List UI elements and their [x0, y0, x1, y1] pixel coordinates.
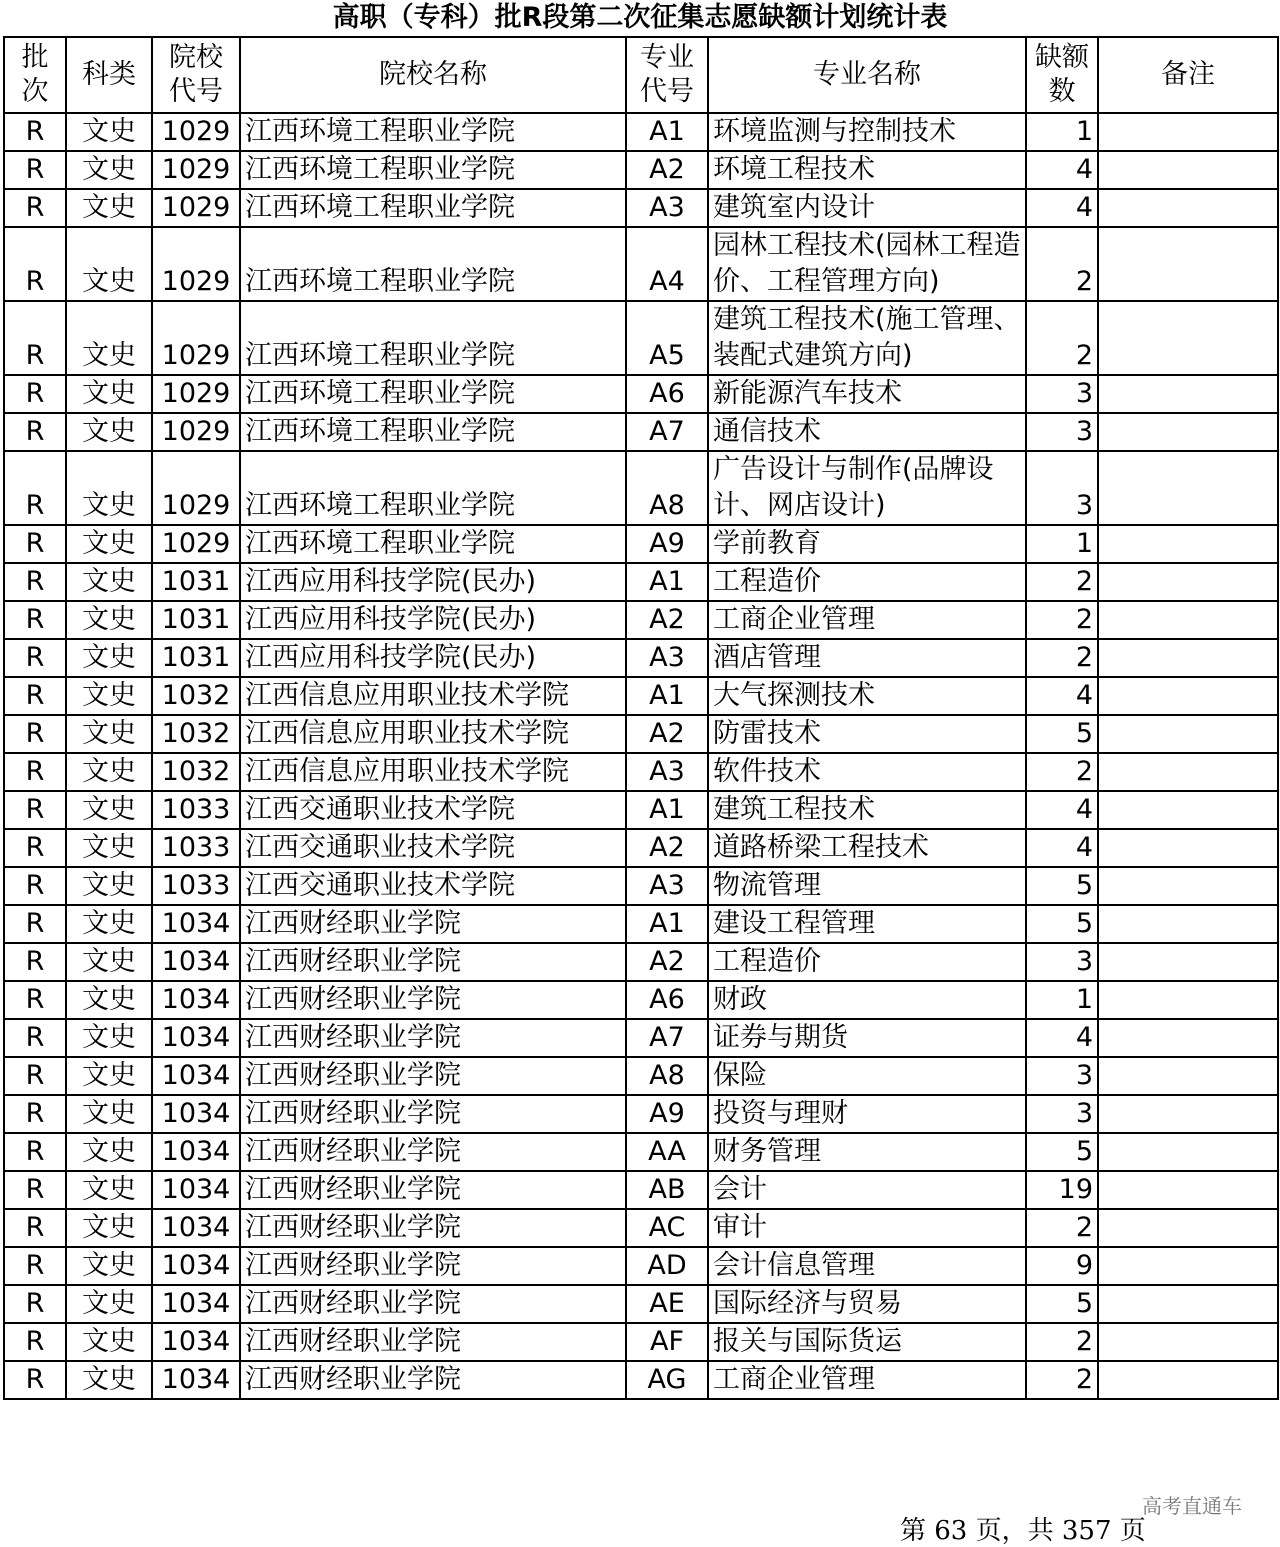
cell-school-code: 1029	[152, 451, 240, 525]
cell-category: 文史	[66, 1133, 152, 1171]
table-row	[4, 413, 1278, 451]
cell-notes	[1098, 1285, 1278, 1323]
cell-school-name: 江西财经职业学院	[240, 905, 626, 943]
cell-notes	[1098, 525, 1278, 563]
cell-school-code: 1034	[152, 1247, 240, 1285]
cell-shortfall: 19	[1026, 1171, 1098, 1209]
cell-major-name: 会计	[708, 1171, 1026, 1209]
cell-school-code: 1032	[152, 677, 240, 715]
table-row	[4, 1209, 1278, 1247]
header-notes: 备注	[1098, 37, 1278, 113]
cell-shortfall: 2	[1026, 601, 1098, 639]
cell-batch: R	[4, 1209, 66, 1247]
cell-major-name: 新能源汽车技术	[708, 375, 1026, 413]
cell-notes	[1098, 1095, 1278, 1133]
cell-school-name: 江西财经职业学院	[240, 981, 626, 1019]
cell-batch: R	[4, 1285, 66, 1323]
cell-category: 文史	[66, 413, 152, 451]
cell-major-code: A1	[626, 791, 708, 829]
cell-notes	[1098, 715, 1278, 753]
cell-major-code: A1	[626, 563, 708, 601]
cell-school-name: 江西财经职业学院	[240, 1133, 626, 1171]
header-major-code: 专业 代号	[626, 37, 708, 113]
cell-major-code: AA	[626, 1133, 708, 1171]
cell-batch: R	[4, 1019, 66, 1057]
cell-school-code: 1034	[152, 1323, 240, 1361]
cell-school-code: 1029	[152, 151, 240, 189]
cell-category: 文史	[66, 981, 152, 1019]
cell-major-name: 会计信息管理	[708, 1247, 1026, 1285]
cell-category: 文史	[66, 715, 152, 753]
cell-major-code: A3	[626, 753, 708, 791]
cell-school-code: 1029	[152, 525, 240, 563]
cell-school-name: 江西信息应用职业技术学院	[240, 715, 626, 753]
cell-school-name: 江西财经职业学院	[240, 1209, 626, 1247]
page-title: 高职（专科）批R段第二次征集志愿缺额计划统计表	[332, 2, 948, 33]
cell-shortfall: 9	[1026, 1247, 1098, 1285]
cell-shortfall: 3	[1026, 1057, 1098, 1095]
cell-school-code: 1029	[152, 113, 240, 151]
cell-category: 文史	[66, 375, 152, 413]
cell-notes	[1098, 1247, 1278, 1285]
cell-school-code: 1029	[152, 189, 240, 227]
table-row	[4, 829, 1278, 867]
cell-notes	[1098, 639, 1278, 677]
table-row	[4, 791, 1278, 829]
cell-school-name: 江西环境工程职业学院	[240, 413, 626, 451]
cell-major-code: AB	[626, 1171, 708, 1209]
cell-shortfall: 2	[1026, 1209, 1098, 1247]
cell-major-name: 酒店管理	[708, 639, 1026, 677]
cell-shortfall: 5	[1026, 1133, 1098, 1171]
cell-batch: R	[4, 601, 66, 639]
cell-category: 文史	[66, 227, 152, 301]
cell-batch: R	[4, 1323, 66, 1361]
cell-shortfall: 2	[1026, 1361, 1098, 1399]
cell-major-name: 建筑工程技术(施工管理、装配式建筑方向)	[708, 301, 1026, 375]
cell-batch: R	[4, 1361, 66, 1399]
cell-shortfall: 3	[1026, 375, 1098, 413]
cell-school-code: 1031	[152, 563, 240, 601]
cell-category: 文史	[66, 451, 152, 525]
cell-batch: R	[4, 791, 66, 829]
cell-school-code: 1034	[152, 1285, 240, 1323]
cell-shortfall: 4	[1026, 1019, 1098, 1057]
cell-school-name: 江西交通职业技术学院	[240, 829, 626, 867]
cell-shortfall: 1	[1026, 981, 1098, 1019]
table-row	[4, 867, 1278, 905]
cell-school-name: 江西交通职业技术学院	[240, 791, 626, 829]
cell-category: 文史	[66, 943, 152, 981]
cell-school-name: 江西财经职业学院	[240, 1095, 626, 1133]
cell-batch: R	[4, 227, 66, 301]
cell-major-name: 大气探测技术	[708, 677, 1026, 715]
cell-school-code: 1032	[152, 753, 240, 791]
cell-category: 文史	[66, 905, 152, 943]
cell-major-code: A2	[626, 943, 708, 981]
cell-shortfall: 1	[1026, 525, 1098, 563]
table-row	[4, 1057, 1278, 1095]
cell-major-code: A2	[626, 151, 708, 189]
cell-notes	[1098, 601, 1278, 639]
cell-school-code: 1032	[152, 715, 240, 753]
cell-notes	[1098, 413, 1278, 451]
cell-notes	[1098, 375, 1278, 413]
cell-school-code: 1029	[152, 413, 240, 451]
table-row	[4, 151, 1278, 189]
cell-category: 文史	[66, 867, 152, 905]
cell-category: 文史	[66, 1361, 152, 1399]
cell-major-code: AG	[626, 1361, 708, 1399]
cell-school-name: 江西财经职业学院	[240, 1361, 626, 1399]
header-row	[4, 37, 1278, 113]
cell-major-code: A3	[626, 867, 708, 905]
table-row	[4, 981, 1278, 1019]
header-shortfall: 缺额 数	[1026, 37, 1098, 113]
cell-major-name: 工程造价	[708, 943, 1026, 981]
cell-notes	[1098, 1209, 1278, 1247]
cell-shortfall: 2	[1026, 1323, 1098, 1361]
cell-school-name: 江西应用科技学院(民办)	[240, 639, 626, 677]
cell-major-name: 财务管理	[708, 1133, 1026, 1171]
table-row	[4, 1323, 1278, 1361]
cell-school-name: 江西财经职业学院	[240, 943, 626, 981]
watermark: 高考直通车	[1142, 1494, 1242, 1518]
cell-category: 文史	[66, 677, 152, 715]
cell-category: 文史	[66, 151, 152, 189]
cell-school-code: 1034	[152, 981, 240, 1019]
cell-shortfall: 1	[1026, 113, 1098, 151]
cell-major-code: A9	[626, 1095, 708, 1133]
cell-school-code: 1033	[152, 791, 240, 829]
cell-shortfall: 2	[1026, 227, 1098, 301]
table-row	[4, 1133, 1278, 1171]
cell-shortfall: 4	[1026, 151, 1098, 189]
cell-category: 文史	[66, 1323, 152, 1361]
cell-major-code: A8	[626, 451, 708, 525]
cell-category: 文史	[66, 525, 152, 563]
cell-notes	[1098, 113, 1278, 151]
cell-category: 文史	[66, 753, 152, 791]
cell-shortfall: 5	[1026, 715, 1098, 753]
cell-category: 文史	[66, 1019, 152, 1057]
cell-school-name: 江西交通职业技术学院	[240, 867, 626, 905]
cell-batch: R	[4, 113, 66, 151]
cell-major-name: 环境监测与控制技术	[708, 113, 1026, 151]
cell-school-code: 1034	[152, 1171, 240, 1209]
cell-school-name: 江西应用科技学院(民办)	[240, 601, 626, 639]
cell-category: 文史	[66, 1057, 152, 1095]
cell-batch: R	[4, 905, 66, 943]
cell-major-name: 报关与国际货运	[708, 1323, 1026, 1361]
cell-major-name: 广告设计与制作(品牌设计、网店设计)	[708, 451, 1026, 525]
cell-major-name: 建设工程管理	[708, 905, 1026, 943]
cell-notes	[1098, 943, 1278, 981]
cell-major-code: A7	[626, 413, 708, 451]
cell-major-code: A6	[626, 981, 708, 1019]
cell-batch: R	[4, 829, 66, 867]
cell-notes	[1098, 227, 1278, 301]
cell-school-name: 江西财经职业学院	[240, 1057, 626, 1095]
cell-notes	[1098, 451, 1278, 525]
cell-school-code: 1034	[152, 1019, 240, 1057]
cell-notes	[1098, 189, 1278, 227]
cell-school-code: 1029	[152, 227, 240, 301]
cell-notes	[1098, 867, 1278, 905]
cell-shortfall: 5	[1026, 867, 1098, 905]
table-row	[4, 905, 1278, 943]
cell-school-name: 江西环境工程职业学院	[240, 189, 626, 227]
cell-school-name: 江西信息应用职业技术学院	[240, 677, 626, 715]
cell-shortfall: 4	[1026, 677, 1098, 715]
cell-major-name: 工商企业管理	[708, 601, 1026, 639]
table-row	[4, 943, 1278, 981]
header-category: 科类	[66, 37, 152, 113]
table-row	[4, 113, 1278, 151]
cell-school-name: 江西环境工程职业学院	[240, 151, 626, 189]
cell-shortfall: 4	[1026, 189, 1098, 227]
cell-major-name: 保险	[708, 1057, 1026, 1095]
cell-major-name: 通信技术	[708, 413, 1026, 451]
cell-notes	[1098, 905, 1278, 943]
cell-batch: R	[4, 639, 66, 677]
cell-major-code: A2	[626, 601, 708, 639]
cell-category: 文史	[66, 113, 152, 151]
cell-batch: R	[4, 451, 66, 525]
cell-major-name: 财政	[708, 981, 1026, 1019]
cell-shortfall: 5	[1026, 905, 1098, 943]
cell-shortfall: 2	[1026, 563, 1098, 601]
cell-school-code: 1034	[152, 1095, 240, 1133]
cell-notes	[1098, 563, 1278, 601]
table-row	[4, 301, 1278, 375]
cell-batch: R	[4, 151, 66, 189]
cell-batch: R	[4, 1133, 66, 1171]
cell-batch: R	[4, 413, 66, 451]
cell-school-name: 江西财经职业学院	[240, 1019, 626, 1057]
header-school-code: 院校 代号	[152, 37, 240, 113]
header-major-name: 专业名称	[708, 37, 1026, 113]
cell-school-code: 1034	[152, 1133, 240, 1171]
cell-category: 文史	[66, 1285, 152, 1323]
table-row	[4, 639, 1278, 677]
cell-school-code: 1031	[152, 601, 240, 639]
cell-shortfall: 4	[1026, 829, 1098, 867]
cell-major-code: A1	[626, 905, 708, 943]
cell-category: 文史	[66, 1171, 152, 1209]
cell-batch: R	[4, 867, 66, 905]
cell-major-code: A5	[626, 301, 708, 375]
table-row	[4, 601, 1278, 639]
cell-school-name: 江西环境工程职业学院	[240, 525, 626, 563]
cell-shortfall: 3	[1026, 451, 1098, 525]
cell-school-name: 江西财经职业学院	[240, 1171, 626, 1209]
cell-major-name: 工商企业管理	[708, 1361, 1026, 1399]
table-row	[4, 1095, 1278, 1133]
cell-school-code: 1034	[152, 1361, 240, 1399]
cell-category: 文史	[66, 1247, 152, 1285]
cell-batch: R	[4, 981, 66, 1019]
cell-major-code: A8	[626, 1057, 708, 1095]
cell-major-code: AE	[626, 1285, 708, 1323]
cell-major-name: 审计	[708, 1209, 1026, 1247]
cell-major-name: 物流管理	[708, 867, 1026, 905]
cell-school-code: 1029	[152, 301, 240, 375]
cell-batch: R	[4, 1057, 66, 1095]
cell-major-code: A9	[626, 525, 708, 563]
table-row	[4, 1019, 1278, 1057]
cell-notes	[1098, 753, 1278, 791]
table-row	[4, 715, 1278, 753]
table-row	[4, 1361, 1278, 1399]
cell-major-code: AD	[626, 1247, 708, 1285]
table-row	[4, 227, 1278, 301]
cell-notes	[1098, 1323, 1278, 1361]
cell-batch: R	[4, 525, 66, 563]
cell-batch: R	[4, 1171, 66, 1209]
cell-batch: R	[4, 753, 66, 791]
cell-notes	[1098, 791, 1278, 829]
cell-notes	[1098, 1133, 1278, 1171]
cell-category: 文史	[66, 301, 152, 375]
cell-shortfall: 2	[1026, 301, 1098, 375]
cell-batch: R	[4, 563, 66, 601]
cell-school-name: 江西财经职业学院	[240, 1247, 626, 1285]
cell-shortfall: 3	[1026, 943, 1098, 981]
cell-category: 文史	[66, 601, 152, 639]
cell-school-name: 江西信息应用职业技术学院	[240, 753, 626, 791]
cell-major-name: 学前教育	[708, 525, 1026, 563]
table-row	[4, 1171, 1278, 1209]
cell-school-code: 1034	[152, 905, 240, 943]
header-batch: 批 次	[4, 37, 66, 113]
cell-major-code: A7	[626, 1019, 708, 1057]
table-row	[4, 563, 1278, 601]
cell-major-code: A1	[626, 113, 708, 151]
cell-school-name: 江西环境工程职业学院	[240, 113, 626, 151]
cell-major-name: 环境工程技术	[708, 151, 1026, 189]
cell-notes	[1098, 151, 1278, 189]
cell-school-code: 1031	[152, 639, 240, 677]
cell-major-name: 园林工程技术(园林工程造价、工程管理方向)	[708, 227, 1026, 301]
cell-shortfall: 2	[1026, 639, 1098, 677]
cell-school-name: 江西财经职业学院	[240, 1323, 626, 1361]
table-row	[4, 525, 1278, 563]
cell-major-name: 投资与理财	[708, 1095, 1026, 1133]
quota-table	[3, 36, 1279, 1400]
cell-major-code: AC	[626, 1209, 708, 1247]
cell-category: 文史	[66, 189, 152, 227]
cell-batch: R	[4, 1095, 66, 1133]
table-row	[4, 189, 1278, 227]
cell-notes	[1098, 1019, 1278, 1057]
cell-notes	[1098, 301, 1278, 375]
cell-school-name: 江西环境工程职业学院	[240, 375, 626, 413]
cell-school-name: 江西财经职业学院	[240, 1285, 626, 1323]
cell-shortfall: 2	[1026, 753, 1098, 791]
cell-major-name: 建筑室内设计	[708, 189, 1026, 227]
cell-major-code: AF	[626, 1323, 708, 1361]
cell-shortfall: 3	[1026, 413, 1098, 451]
cell-school-name: 江西环境工程职业学院	[240, 301, 626, 375]
page-number: 第 63 页，共 357 页	[900, 1516, 1146, 1546]
cell-shortfall: 5	[1026, 1285, 1098, 1323]
cell-shortfall: 4	[1026, 791, 1098, 829]
table-body	[4, 113, 1278, 1399]
cell-notes	[1098, 1361, 1278, 1399]
cell-category: 文史	[66, 563, 152, 601]
cell-major-name: 道路桥梁工程技术	[708, 829, 1026, 867]
cell-school-name: 江西环境工程职业学院	[240, 227, 626, 301]
cell-category: 文史	[66, 791, 152, 829]
header-school-name: 院校名称	[240, 37, 626, 113]
cell-major-code: A2	[626, 715, 708, 753]
cell-notes	[1098, 981, 1278, 1019]
cell-category: 文史	[66, 829, 152, 867]
cell-category: 文史	[66, 1095, 152, 1133]
cell-category: 文史	[66, 1209, 152, 1247]
cell-school-code: 1029	[152, 375, 240, 413]
cell-major-name: 建筑工程技术	[708, 791, 1026, 829]
cell-category: 文史	[66, 639, 152, 677]
cell-batch: R	[4, 301, 66, 375]
cell-major-code: A4	[626, 227, 708, 301]
cell-major-code: A3	[626, 639, 708, 677]
cell-school-name: 江西环境工程职业学院	[240, 451, 626, 525]
cell-major-code: A6	[626, 375, 708, 413]
cell-major-name: 软件技术	[708, 753, 1026, 791]
cell-major-name: 国际经济与贸易	[708, 1285, 1026, 1323]
cell-major-name: 工程造价	[708, 563, 1026, 601]
table-row	[4, 677, 1278, 715]
cell-batch: R	[4, 715, 66, 753]
cell-batch: R	[4, 189, 66, 227]
table-row	[4, 1247, 1278, 1285]
table-row	[4, 375, 1278, 413]
cell-major-code: A1	[626, 677, 708, 715]
cell-major-code: A2	[626, 829, 708, 867]
cell-major-name: 防雷技术	[708, 715, 1026, 753]
cell-notes	[1098, 677, 1278, 715]
cell-batch: R	[4, 375, 66, 413]
cell-shortfall: 3	[1026, 1095, 1098, 1133]
table-row	[4, 451, 1278, 525]
cell-school-code: 1034	[152, 943, 240, 981]
cell-school-code: 1034	[152, 1209, 240, 1247]
cell-major-name: 证券与期货	[708, 1019, 1026, 1057]
cell-school-name: 江西应用科技学院(民办)	[240, 563, 626, 601]
cell-notes	[1098, 1057, 1278, 1095]
cell-batch: R	[4, 677, 66, 715]
cell-batch: R	[4, 943, 66, 981]
table-row	[4, 753, 1278, 791]
cell-school-code: 1033	[152, 829, 240, 867]
table-row	[4, 1285, 1278, 1323]
cell-batch: R	[4, 1247, 66, 1285]
cell-notes	[1098, 829, 1278, 867]
cell-notes	[1098, 1171, 1278, 1209]
cell-major-code: A3	[626, 189, 708, 227]
cell-school-code: 1033	[152, 867, 240, 905]
cell-school-code: 1034	[152, 1057, 240, 1095]
